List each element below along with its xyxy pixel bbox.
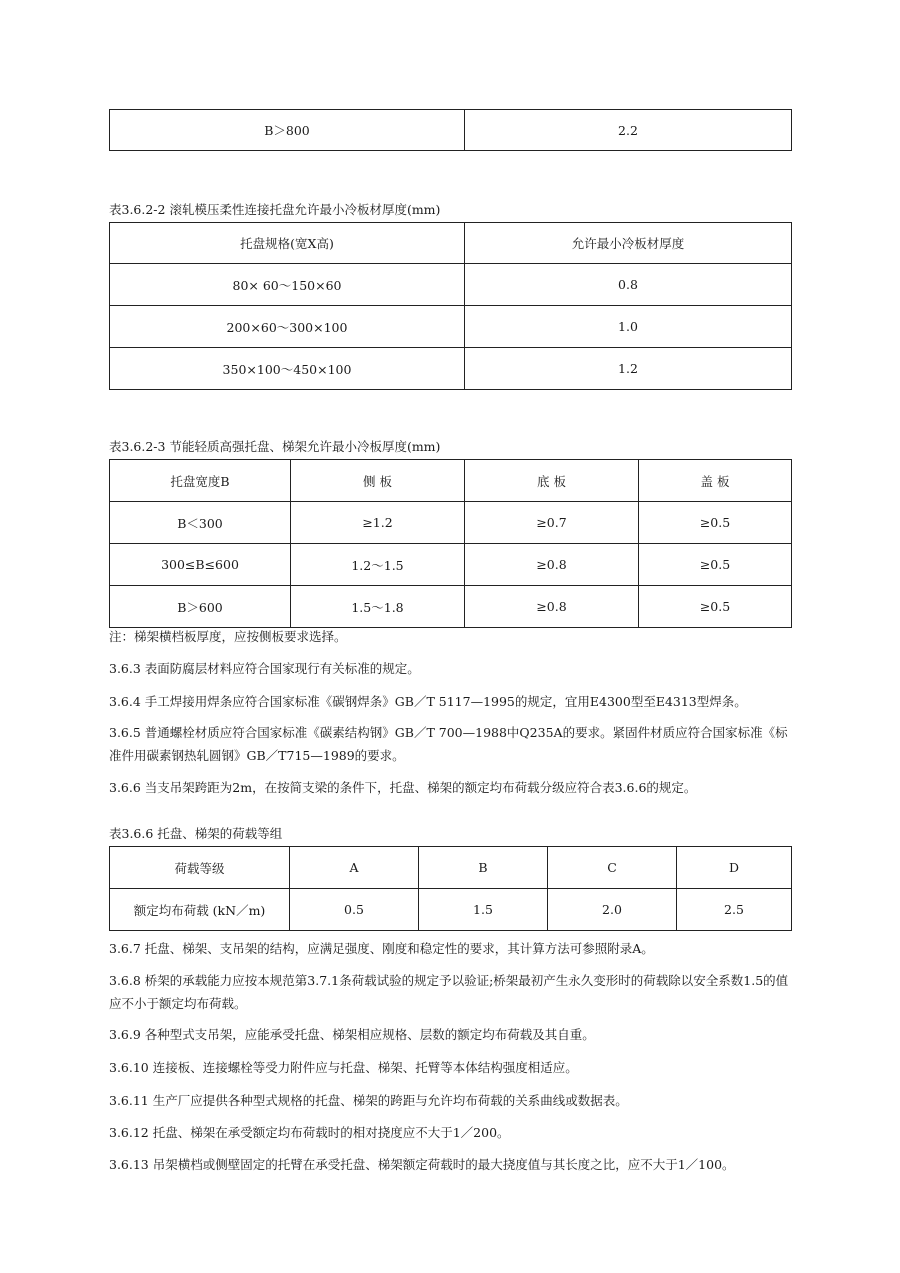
paragraph-3-6-10: 3.6.10 连接板、连接螺栓等受力附件应与托盘、梯架、托臂等本体结构强度相适应。 xyxy=(109,1060,578,1075)
column-header: 荷载等级 xyxy=(110,847,290,889)
table-cell: ≥0.8 xyxy=(465,586,639,628)
column-header: 托盘规格(宽X高) xyxy=(110,223,465,264)
paragraph-3-6-9: 3.6.9 各种型式支吊架，应能承受托盘、梯架相应规格、层数的额定均布荷载及其自重。 xyxy=(109,1027,595,1042)
column-header: C xyxy=(548,847,677,889)
paragraph-3-6-13: 3.6.13 吊架横档或侧壁固定的托臂在承受托盘、梯架额定荷载时的最大挠度值与其长度之比，应不大于1／100。 xyxy=(109,1157,735,1172)
paragraph-3-6-12: 3.6.12 托盘、梯架在承受额定均布荷载时的相对挠度应不大于1／200。 xyxy=(109,1125,510,1140)
table-cell: 350×100～450×100 xyxy=(110,348,465,390)
table-continuation xyxy=(109,109,792,151)
column-header: 托盘宽度B xyxy=(110,460,291,502)
column-header: 侧 板 xyxy=(291,460,465,502)
paragraph-3-6-4: 3.6.4 手工焊接用焊条应符合国家标准《碳钢焊条》GB／T 5117—1995的规定，宜用E4300型至E4313型焊条。 xyxy=(109,694,747,709)
table-row xyxy=(110,889,792,931)
table-cell: 1.5～1.8 xyxy=(291,586,465,628)
table-cell: ≥0.5 xyxy=(639,544,792,586)
table-cell: 2.2 xyxy=(465,110,792,151)
column-header: A xyxy=(290,847,419,889)
table-row xyxy=(110,264,792,306)
table-cell: B＞600 xyxy=(110,586,291,628)
table-caption-3-6-6: 表3.6.6 托盘、梯架的荷载等组 xyxy=(109,826,283,841)
table-row xyxy=(110,348,792,390)
table-cell: ≥0.5 xyxy=(639,502,792,544)
column-header: 底 板 xyxy=(465,460,639,502)
table-cell: 0.5 xyxy=(290,889,419,931)
table-row xyxy=(110,586,792,628)
table-cell: 1.2 xyxy=(465,348,792,390)
column-header: 盖 板 xyxy=(639,460,792,502)
table-row xyxy=(110,306,792,348)
paragraph-3-6-7: 3.6.7 托盘、梯架、支吊架的结构，应满足强度、刚度和稳定性的要求，其计算方法可参照附录A。 xyxy=(109,941,654,956)
table-cell: 2.5 xyxy=(677,889,792,931)
column-header: B xyxy=(419,847,548,889)
table-note: 注：梯架横档板厚度，应按侧板要求选择。 xyxy=(109,629,347,644)
table-cell: ≥0.7 xyxy=(465,502,639,544)
table-caption-3-6-2-2: 表3.6.2-2 滚轧模压柔性连接托盘允许最小冷板材厚度(mm) xyxy=(109,202,441,217)
paragraph-3-6-8: 3.6.8 桥架的承载能力应按本规范第3.7.1条荷载试验的规定予以验证;桥架最初产生永久变形时的荷载除以安全系数1.5的值应不小于额定均布荷载。 xyxy=(109,973,789,1011)
table-header-row xyxy=(110,847,792,889)
table-cell: 额定均布荷载 (kN／m) xyxy=(110,889,290,931)
table-cell: 1.5 xyxy=(419,889,548,931)
table-cell: 200×60～300×100 xyxy=(110,306,465,348)
table-cell: 0.8 xyxy=(465,264,792,306)
table-header-row xyxy=(110,223,792,264)
table-row xyxy=(110,502,792,544)
table-cell: 1.0 xyxy=(465,306,792,348)
paragraph-3-6-6: 3.6.6 当支吊架跨距为2m，在按简支梁的条件下，托盘、梯架的额定均布荷载分级应符合表3.6.6的规定。 xyxy=(109,780,697,795)
paragraph-3-6-5: 3.6.5 普通螺栓材质应符合国家标准《碳素结构钢》GB／T 700—1988中Q235A的要求。紧固件材质应符合国家标准《标准件用碳素钢热轧圆钢》GB／T715—1989的要求。 xyxy=(109,725,788,763)
table-cell: 2.0 xyxy=(548,889,677,931)
table-cell: ≥0.8 xyxy=(465,544,639,586)
table-cell: 1.2～1.5 xyxy=(291,544,465,586)
table-cell: ≥0.5 xyxy=(639,586,792,628)
table-3-6-6 xyxy=(109,846,792,931)
table-cell: 300≤B≤600 xyxy=(110,544,291,586)
table-row xyxy=(110,110,792,151)
table-3-6-2-2 xyxy=(109,222,792,390)
paragraph-3-6-3: 3.6.3 表面防腐层材料应符合国家现行有关标准的规定。 xyxy=(109,661,420,676)
paragraph-3-6-11: 3.6.11 生产厂应提供各种型式规格的托盘、梯架的跨距与允许均布荷载的关系曲线或数据表。 xyxy=(109,1093,628,1108)
table-cell: 80× 60～150×60 xyxy=(110,264,465,306)
table-cell: B＜300 xyxy=(110,502,291,544)
table-header-row xyxy=(110,460,792,502)
table-3-6-2-3 xyxy=(109,459,792,628)
column-header: D xyxy=(677,847,792,889)
table-cell: B＞800 xyxy=(110,110,465,151)
table-row xyxy=(110,544,792,586)
table-cell: ≥1.2 xyxy=(291,502,465,544)
table-caption-3-6-2-3: 表3.6.2-3 节能轻质高强托盘、梯架允许最小冷板厚度(mm) xyxy=(109,439,441,454)
column-header: 允许最小冷板材厚度 xyxy=(465,223,792,264)
